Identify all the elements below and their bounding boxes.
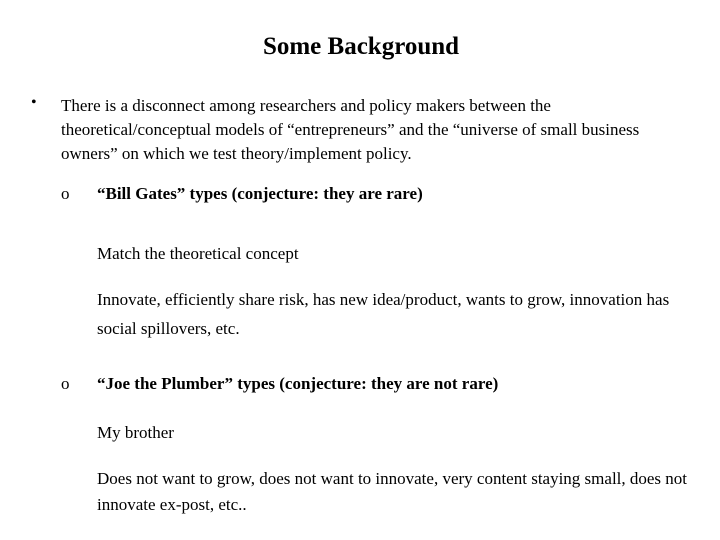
joe-the-plumber-paragraph-example: My brother [97,423,174,442]
subpoint-marker-bill-gates: o [61,184,70,203]
bill-gates-paragraph-traits: Innovate, efficiently share risk, has new idea/product, wants to grow, innovation has social spillovers, etc. [97,290,670,338]
subpoint-heading-joe-the-plumber: “Joe the Plumber” types (conjecture: they are not rare) [97,374,499,393]
joe-the-plumber-paragraph-traits: Does not want to grow, does not want to innovate, very content staying small, does not innovate ex-post, etc.. [97,469,688,514]
bullet-marker: • [31,94,37,111]
subpoint-heading-bill-gates: “Bill Gates” types (conjecture: they are rare) [97,184,423,203]
slide-title: Some Background [262,33,460,60]
subpoint-marker-joe-the-plumber: o [61,374,70,393]
bullet-text: There is a disconnect among researchers and policy makers between the theoretical/conceptual models of “entrepreneurs” and the “universe of small business owners” on which we test theory/implement policy. [61,96,640,163]
bill-gates-paragraph-concept: Match the theoretical concept [97,244,299,263]
